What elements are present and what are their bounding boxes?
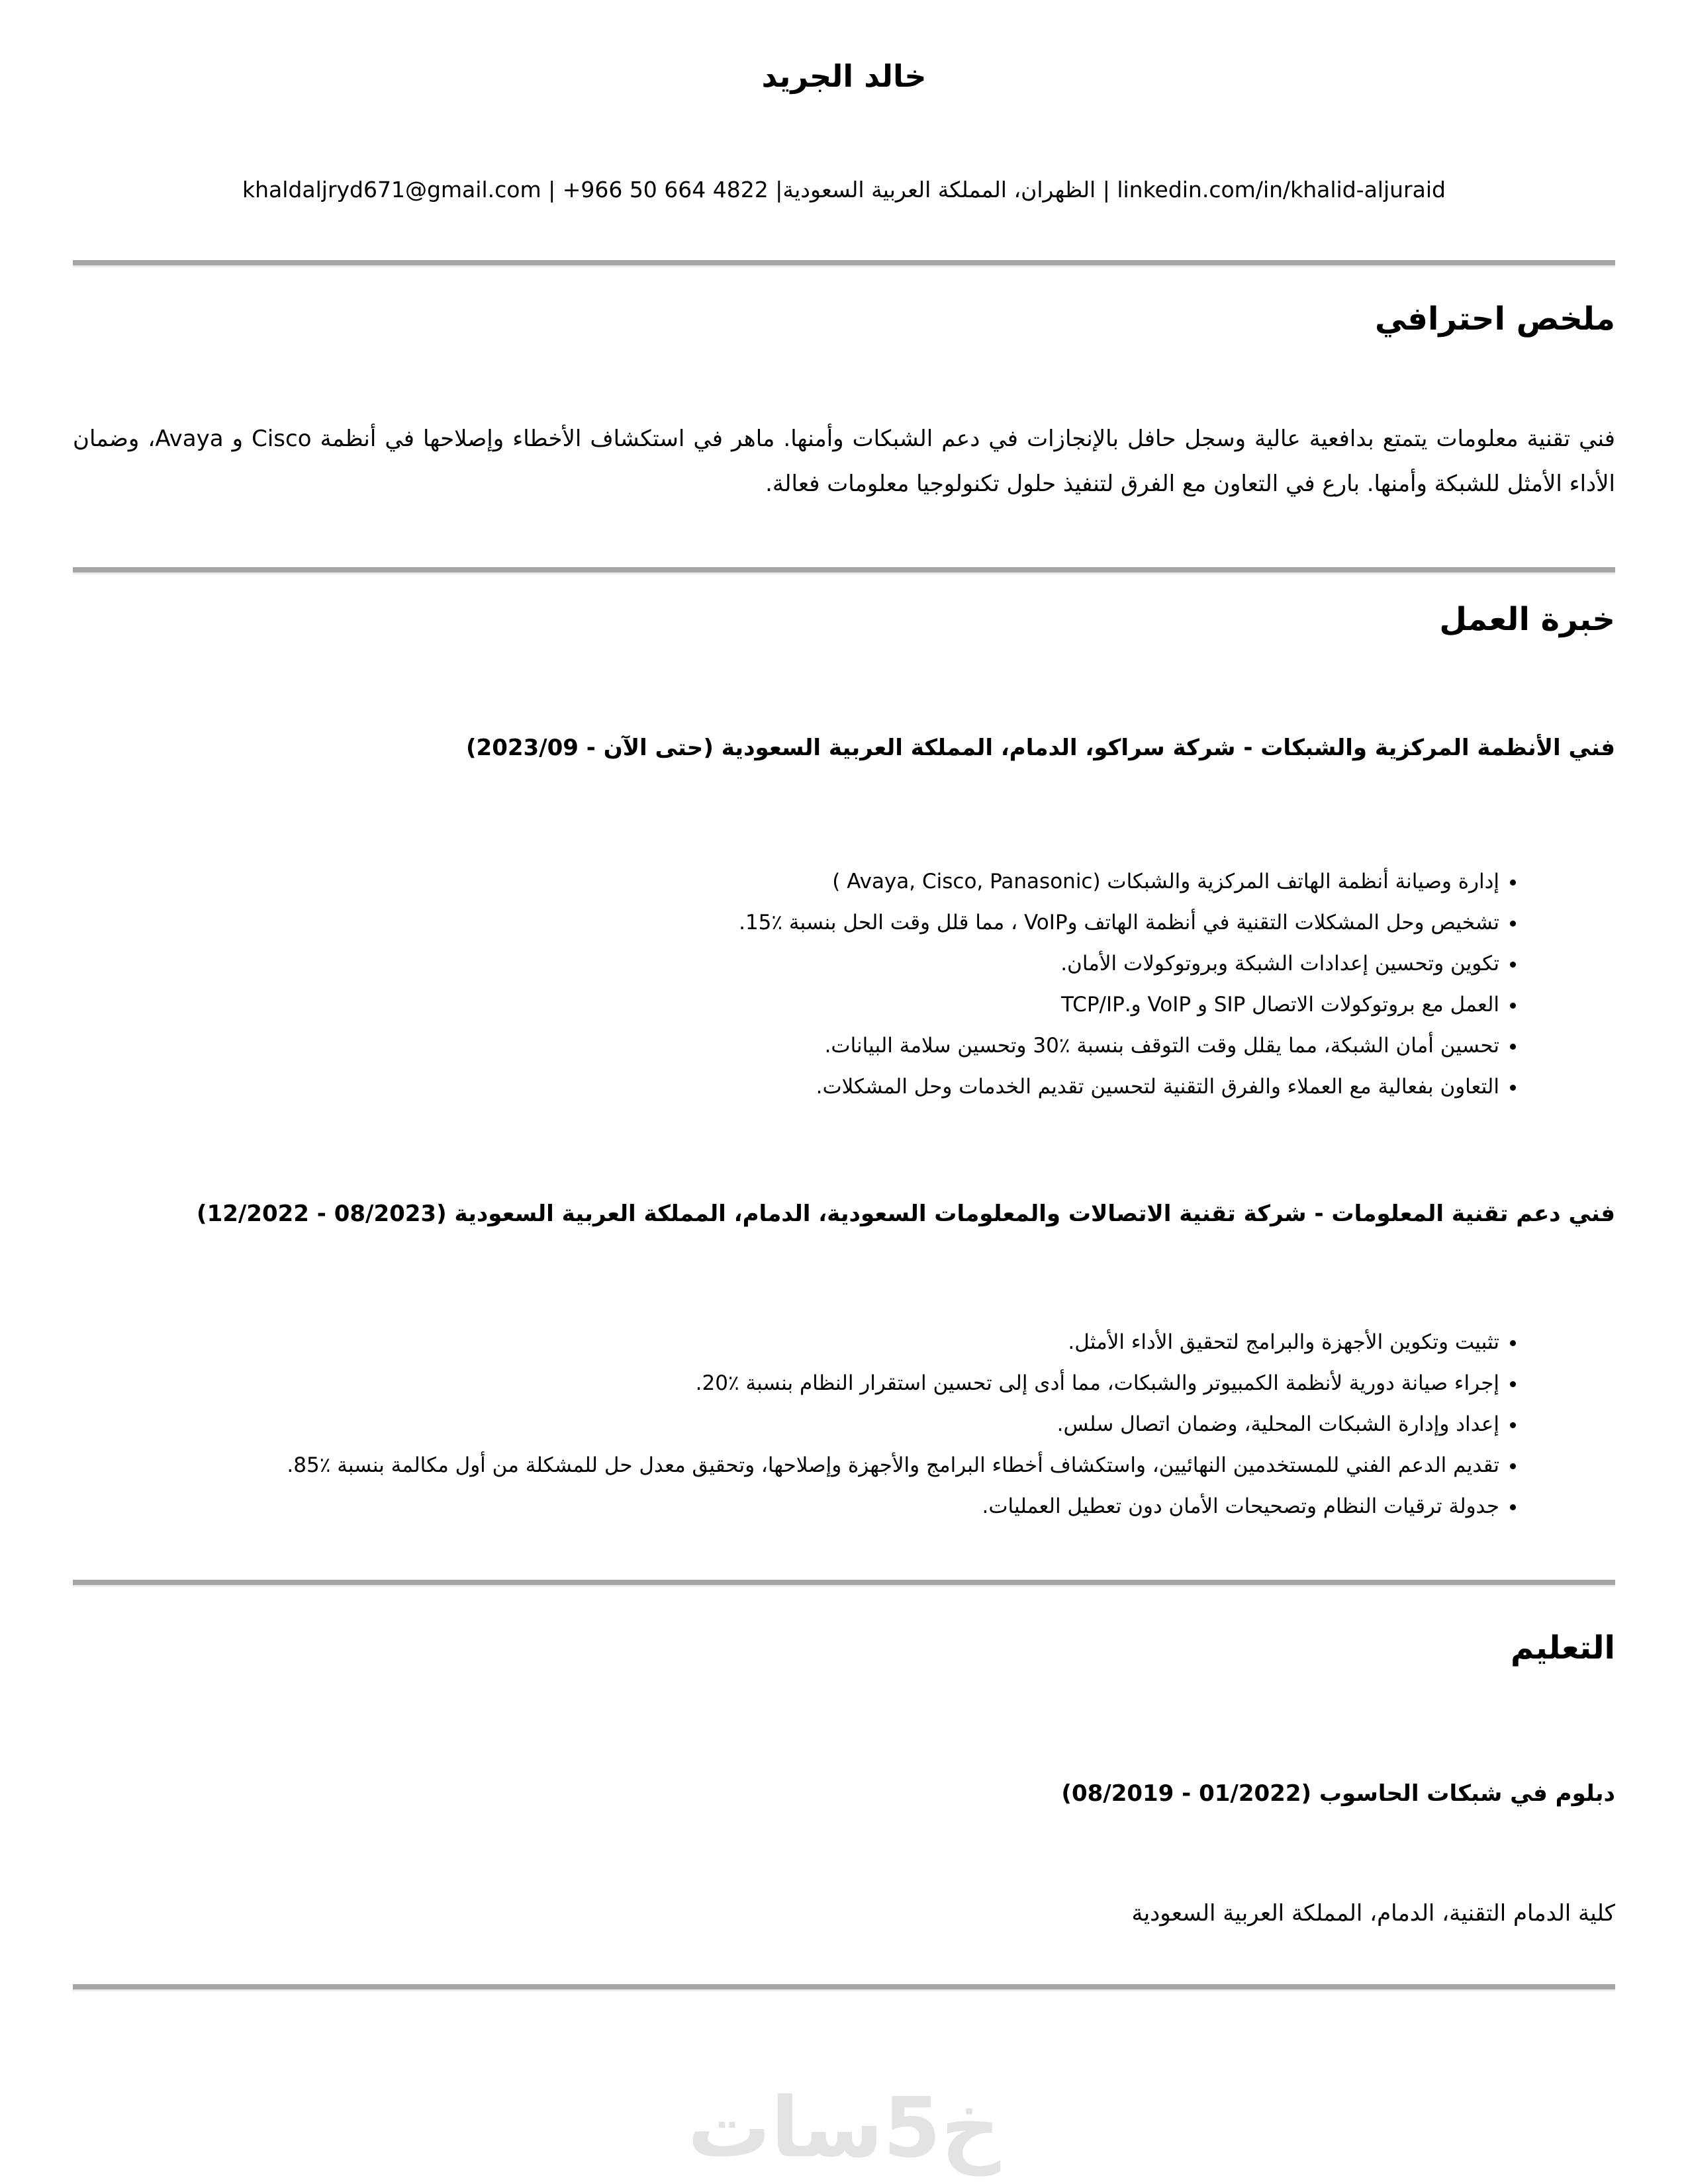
job-bullet: • تثبيت وتكوين الأجهزة والبرامج لتحقيق الأداء الأمثل. xyxy=(73,1322,1499,1363)
contact-line: khaldaljryd671@gmail.com | +966 50 664 4822 |الظهران، المملكة العربية السعودية | linkedin.com/in/khalid-aljuraid xyxy=(242,177,1446,203)
job-bullet: • تقديم الدعم الفني للمستخدمين النهائيين، واستكشاف أخطاء البرامج والأجهزة وإصلاحها، وتحقيق معدل حل للمشكلة من أول مكالمة بنسبة ٪85. xyxy=(73,1445,1499,1486)
job-bullet: • تحسين أمان الشبكة، مما يقلل وقت التوقف بنسبة ٪30 وتحسين سلامة البيانات. xyxy=(73,1025,1499,1066)
job-bullet: • تشخيص وحل المشكلات التقنية في أنظمة الهاتف وVoIP ، مما قلل وقت الحل بنسبة ٪15. xyxy=(73,902,1499,943)
job-2-bullet-list xyxy=(73,1322,1615,1527)
job-title-2: فني دعم تقنية المعلومات - شركة تقنية الاتصالات والمعلومات السعودية، الدمام، المملكة العربية السعودية (⁦12/2022 - 08/2023⁩) xyxy=(197,1200,1615,1227)
job-1-bullet-list xyxy=(73,861,1615,1107)
summary-text: فني تقنية معلومات يتمتع بدافعية عالية وسجل حافل بالإنجازات في دعم الشبكات وأمنها. ماهر في استكشاف الأخطاء وإصلاحها في أنظمة Cisco و Avaya، وضمان الأداء الأمثل للشبكة وأمنها. بارع في التعاون مع الفرق لتنفيذ حلول تكنولوجيا معلومات فعالة. xyxy=(73,425,1615,497)
job-bullet: • العمل مع بروتوكولات الاتصال SIP و VoIP و.TCP/IP xyxy=(73,984,1499,1025)
divider xyxy=(73,1984,1615,1989)
section-title-summary: ملخص احترافي xyxy=(1374,300,1615,338)
divider xyxy=(73,1580,1615,1585)
education-degree: دبلوم في شبكات الحاسوب (⁦08/2019 - 01/2022⁩) xyxy=(1061,1780,1615,1807)
job-bullet: • جدولة ترقيات النظام وتصحيحات الأمان دون تعطيل العمليات. xyxy=(73,1486,1499,1527)
divider xyxy=(73,567,1615,572)
job-title-1: فني الأنظمة المركزية والشبكات - شركة سراكو، الدمام، المملكة العربية السعودية (⁦2023/09 - حتى الآن⁩) xyxy=(466,734,1615,761)
job-bullet: • تكوين وتحسين إعدادات الشبكة وبروتوكولات الأمان. xyxy=(73,943,1499,984)
job-bullet: • التعاون بفعالية مع العملاء والفرق التقنية لتحسين تقديم الخدمات وحل المشكلات. xyxy=(73,1066,1499,1107)
khamsat-watermark: خ5سات xyxy=(687,2079,1001,2176)
job-bullet: • إعداد وإدارة الشبكات المحلية، وضمان اتصال سلس. xyxy=(73,1404,1499,1445)
education-school: كلية الدمام التقنية، الدمام، المملكة العربية السعودية xyxy=(1131,1899,1615,1927)
candidate-name: خالد الجريد xyxy=(761,58,927,94)
section-title-education: التعليم xyxy=(1511,1629,1615,1666)
divider xyxy=(73,260,1615,265)
section-title-experience: خبرة العمل xyxy=(1439,600,1615,638)
job-bullet: • إدارة وصيانة أنظمة الهاتف المركزية والشبكات (Avaya, Cisco, Panasonic ) xyxy=(73,861,1499,902)
job-bullet: • إجراء صيانة دورية لأنظمة الكمبيوتر والشبكات، مما أدى إلى تحسين استقرار النظام بنسبة ٪20. xyxy=(73,1363,1499,1404)
